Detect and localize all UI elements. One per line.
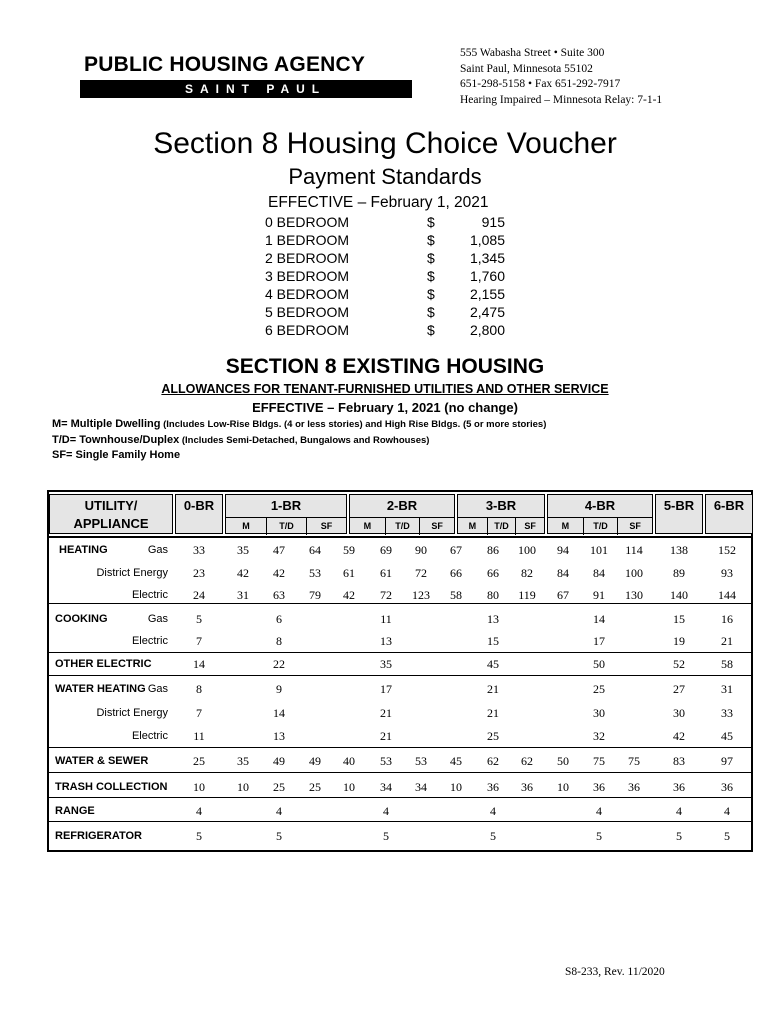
payment-amount: 1,345	[469, 250, 505, 266]
table-cell: 42	[343, 588, 355, 602]
allowances-subtitle: ALLOWANCES FOR TENANT-FURNISHED UTILITIES AND OTHER SERVICE	[161, 382, 609, 396]
table-cell: 34	[415, 780, 427, 794]
table-cell: 64	[309, 543, 321, 557]
table-cell: 13	[380, 634, 392, 648]
payment-effective-date: EFFECTIVE – February 1, 2021	[268, 194, 489, 211]
table-cell: 36	[721, 780, 733, 794]
table-cell: 5	[724, 829, 730, 843]
table-cell: 84	[557, 566, 569, 580]
header-6-br	[705, 494, 753, 534]
row-divider	[49, 797, 751, 798]
table-cell: 10	[557, 780, 569, 794]
table-cell: 35	[237, 543, 249, 557]
bedroom-label: 1 BEDROOM	[265, 232, 350, 248]
table-cell: 67	[450, 543, 462, 557]
table-cell: 31	[721, 682, 733, 696]
table-cell: 13	[487, 612, 499, 626]
payment-standards-title: Payment Standards	[288, 164, 482, 189]
row-sublabel: Gas	[147, 613, 168, 625]
table-cell: 140	[670, 588, 688, 602]
header-1-br	[225, 494, 347, 534]
table-cell: 66	[450, 566, 462, 580]
row-label: WATER HEATING	[55, 683, 146, 695]
table-cell: 53	[415, 754, 427, 768]
table-cell: 33	[721, 706, 733, 720]
table-cell: 52	[673, 657, 685, 671]
table-cell: 10	[237, 780, 249, 794]
table-cell: 25	[593, 682, 605, 696]
payment-standards-list	[265, 213, 525, 339]
table-cell: 82	[521, 566, 533, 580]
table-cell: 80	[487, 588, 499, 602]
table-cell: 50	[593, 657, 605, 671]
table-cell: 14	[193, 657, 205, 671]
form-number: S8-233, Rev. 11/2020	[565, 966, 665, 978]
table-cell: 21	[380, 706, 392, 720]
table-cell: 62	[521, 754, 533, 768]
utility-allowance-table	[47, 490, 753, 852]
table-cell: 21	[380, 729, 392, 743]
table-cell: 25	[487, 729, 499, 743]
table-cell: 69	[380, 543, 392, 557]
row-sublabel: Electric	[131, 635, 168, 647]
table-cell: 62	[487, 754, 499, 768]
table-cell: 30	[593, 706, 605, 720]
subheader-m: M	[458, 517, 487, 535]
payment-amount: 2,475	[469, 304, 505, 320]
row-divider	[49, 675, 751, 676]
table-cell: 25	[193, 754, 205, 768]
payment-standard-row	[265, 285, 525, 303]
row-sublabel: Electric	[131, 589, 168, 601]
table-cell: 4	[490, 804, 496, 818]
table-cell: 75	[628, 754, 640, 768]
dwelling-legend	[52, 417, 546, 464]
table-cell: 4	[383, 804, 389, 818]
row-divider	[49, 603, 751, 604]
group-label: 3-BR	[485, 498, 517, 513]
subheader-td: T/D	[583, 517, 618, 535]
payment-standard-row	[265, 267, 525, 285]
address-line: 651-298-5158 • Fax 651-292-7917	[460, 78, 621, 90]
currency-symbol: $	[427, 304, 435, 320]
table-cell: 15	[673, 612, 685, 626]
row-divider	[49, 747, 751, 748]
table-cell: 34	[380, 780, 392, 794]
currency-symbol: $	[427, 286, 435, 302]
bedroom-label: 3 BEDROOM	[265, 268, 350, 284]
payment-amount: 2,800	[469, 322, 505, 338]
row-sublabel: District Energy	[96, 567, 168, 579]
agency-address	[460, 46, 662, 108]
bedroom-label: 4 BEDROOM	[265, 286, 350, 302]
table-cell: 45	[721, 729, 733, 743]
group-label: 0-BR	[183, 498, 215, 513]
row-label: REFRIGERATOR	[55, 830, 142, 842]
table-cell: 66	[487, 566, 499, 580]
table-cell: 17	[593, 634, 605, 648]
table-cell: 45	[450, 754, 462, 768]
table-cell: 36	[628, 780, 640, 794]
payment-standard-row	[265, 231, 525, 249]
table-cell: 8	[276, 634, 282, 648]
address-line: Saint Paul, Minnesota 55102	[460, 62, 593, 75]
table-cell: 4	[196, 804, 202, 818]
table-cell: 11	[193, 729, 205, 743]
bedroom-label: 2 BEDROOM	[265, 250, 350, 266]
table-cell: 5	[196, 829, 202, 843]
table-cell: 97	[721, 754, 733, 768]
table-cell: 67	[557, 588, 569, 602]
address-line: 555 Wabasha Street • Suite 300	[460, 47, 605, 59]
group-label: 2-BR	[386, 498, 418, 513]
table-cell: 4	[596, 804, 602, 818]
agency-logo	[80, 52, 412, 98]
payment-amount: 1,760	[469, 268, 505, 284]
logo-subtitle: SAINT PAUL	[80, 80, 412, 98]
row-label: HEATING	[59, 544, 108, 556]
logo-title: PUBLIC HOUSING AGENCY	[84, 53, 366, 76]
payment-standard-row	[265, 249, 525, 267]
table-cell: 5	[676, 829, 682, 843]
currency-symbol: $	[427, 322, 435, 338]
row-divider	[49, 652, 751, 653]
table-cell: 4	[724, 804, 730, 818]
table-cell: 53	[380, 754, 392, 768]
table-cell: 91	[593, 588, 605, 602]
subheader-m: M	[548, 517, 583, 535]
table-cell: 63	[273, 588, 285, 602]
header-5-br	[655, 494, 703, 534]
table-cell: 89	[673, 566, 685, 580]
table-cell: 33	[193, 543, 205, 557]
table-cell: 42	[673, 729, 685, 743]
table-cell: 86	[487, 543, 499, 557]
table-cell: 42	[237, 566, 249, 580]
row-label: OTHER ELECTRIC	[55, 658, 152, 670]
row-label: WATER & SEWER	[55, 755, 149, 767]
table-cell: 100	[518, 543, 536, 557]
table-cell: 10	[343, 780, 355, 794]
payment-amount: 1,085	[469, 232, 505, 248]
row-label: COOKING	[55, 613, 108, 625]
table-cell: 36	[593, 780, 605, 794]
allowances-title: SECTION 8 EXISTING HOUSING	[225, 355, 545, 378]
table-cell: 45	[487, 657, 499, 671]
table-cell: 7	[196, 706, 202, 720]
currency-symbol: $	[427, 268, 435, 284]
table-cell: 23	[193, 566, 205, 580]
row-label: RANGE	[55, 805, 95, 817]
allowances-effective-date: EFFECTIVE – February 1, 2021 (no change)	[252, 400, 518, 415]
subheader-td: T/D	[266, 517, 306, 535]
table-cell: 17	[380, 682, 392, 696]
group-label: 5-BR	[663, 498, 695, 513]
table-cell: 75	[593, 754, 605, 768]
table-cell: 4	[276, 804, 282, 818]
table-cell: 15	[487, 634, 499, 648]
legend-item: SF= Single Family Home	[52, 449, 181, 461]
bedroom-label: 5 BEDROOM	[265, 304, 350, 320]
table-cell: 36	[487, 780, 499, 794]
row-sublabel: District Energy	[96, 707, 168, 719]
table-cell: 11	[380, 612, 392, 626]
table-cell: 42	[273, 566, 285, 580]
table-cell: 14	[593, 612, 605, 626]
subheader-m: M	[350, 517, 385, 535]
table-cell: 14	[273, 706, 285, 720]
table-cell: 58	[450, 588, 462, 602]
table-cell: 21	[487, 682, 499, 696]
table-cell: 53	[309, 566, 321, 580]
subheader-sf: SF	[419, 517, 454, 535]
table-cell: 123	[412, 588, 430, 602]
table-cell: 84	[593, 566, 605, 580]
row-label: TRASH COLLECTION	[55, 781, 168, 793]
subheader-sf: SF	[515, 517, 544, 535]
table-cell: 32	[593, 729, 605, 743]
table-cell: 61	[343, 566, 355, 580]
table-cell: 114	[625, 543, 643, 557]
table-cell: 101	[590, 543, 608, 557]
table-cell: 152	[718, 543, 736, 557]
table-cell: 58	[721, 657, 733, 671]
table-cell: 16	[721, 612, 733, 626]
group-label: 4-BR	[584, 498, 616, 513]
address-line: Hearing Impaired – Minnesota Relay: 7-1-1	[460, 93, 663, 106]
table-cell: 49	[309, 754, 321, 768]
table-cell: 47	[273, 543, 285, 557]
table-cell: 119	[518, 588, 536, 602]
header-utility-appliance	[49, 494, 173, 534]
table-cell: 5	[596, 829, 602, 843]
table-cell: 35	[237, 754, 249, 768]
payment-amount: 915	[481, 214, 505, 230]
table-cell: 50	[557, 754, 569, 768]
currency-symbol: $	[427, 214, 435, 230]
table-cell: 10	[193, 780, 205, 794]
table-cell: 13	[273, 729, 285, 743]
payment-standard-row	[265, 213, 525, 231]
table-cell: 24	[193, 588, 205, 602]
table-cell: 138	[670, 543, 688, 557]
header-2-br	[349, 494, 455, 534]
table-cell: 21	[721, 634, 733, 648]
table-cell: 25	[309, 780, 321, 794]
group-label: 1-BR	[270, 498, 302, 513]
header-4-br	[547, 494, 653, 534]
group-label: 6-BR	[713, 498, 745, 513]
table-cell: 5	[276, 829, 282, 843]
table-cell: 72	[380, 588, 392, 602]
table-cell: 10	[450, 780, 462, 794]
table-cell: 5	[383, 829, 389, 843]
table-cell: 30	[673, 706, 685, 720]
table-cell: 31	[237, 588, 249, 602]
table-cell: 6	[276, 612, 282, 626]
header-utility: UTILITY/	[84, 498, 138, 513]
table-cell: 130	[625, 588, 643, 602]
subheader-td: T/D	[385, 517, 420, 535]
table-cell: 36	[521, 780, 533, 794]
header-appliance: APPLIANCE	[73, 516, 149, 531]
subheader-td: T/D	[487, 517, 516, 535]
table-cell: 100	[625, 566, 643, 580]
bedroom-label: 0 BEDROOM	[265, 214, 350, 230]
row-divider	[49, 772, 751, 773]
table-cell: 21	[487, 706, 499, 720]
table-cell: 25	[273, 780, 285, 794]
table-cell: 35	[380, 657, 392, 671]
currency-symbol: $	[427, 250, 435, 266]
table-cell: 36	[673, 780, 685, 794]
header-divider	[49, 536, 751, 538]
table-cell: 22	[273, 657, 285, 671]
table-cell: 9	[276, 682, 282, 696]
row-divider	[49, 821, 751, 822]
table-cell: 19	[673, 634, 685, 648]
header-0-br	[175, 494, 223, 534]
table-cell: 40	[343, 754, 355, 768]
table-cell: 144	[718, 588, 736, 602]
payment-standard-row	[265, 303, 525, 321]
legend-item: T/D= Townhouse/Duplex (Includes Semi-Detached, Bungalows and Rowhouses)	[52, 433, 430, 446]
currency-symbol: $	[427, 232, 435, 248]
header-3-br	[457, 494, 545, 534]
table-cell: 5	[490, 829, 496, 843]
table-cell: 49	[273, 754, 285, 768]
table-cell: 8	[196, 682, 202, 696]
payment-standard-row	[265, 321, 525, 339]
table-cell: 59	[343, 543, 355, 557]
table-cell: 27	[673, 682, 685, 696]
table-cell: 4	[676, 804, 682, 818]
bedroom-label: 6 BEDROOM	[265, 322, 350, 338]
table-cell: 5	[196, 612, 202, 626]
row-sublabel: Gas	[147, 683, 168, 695]
page-title: Section 8 Housing Choice Voucher	[153, 127, 617, 160]
subheader-m: M	[226, 517, 266, 535]
table-cell: 61	[380, 566, 392, 580]
table-cell: 94	[557, 543, 569, 557]
table-cell: 72	[415, 566, 427, 580]
table-cell: 79	[309, 588, 321, 602]
table-cell: 7	[196, 634, 202, 648]
row-sublabel: Gas	[147, 544, 168, 556]
row-sublabel: Electric	[131, 730, 168, 742]
table-cell: 83	[673, 754, 685, 768]
table-cell: 90	[415, 543, 427, 557]
subheader-sf: SF	[617, 517, 652, 535]
legend-item: M= Multiple Dwelling (Includes Low-Rise Bldgs. (4 or less stories) and High Rise Bldgs. (5 or more stories)	[52, 418, 547, 430]
table-cell: 93	[721, 566, 733, 580]
subheader-sf: SF	[306, 517, 346, 535]
payment-amount: 2,155	[469, 286, 505, 302]
